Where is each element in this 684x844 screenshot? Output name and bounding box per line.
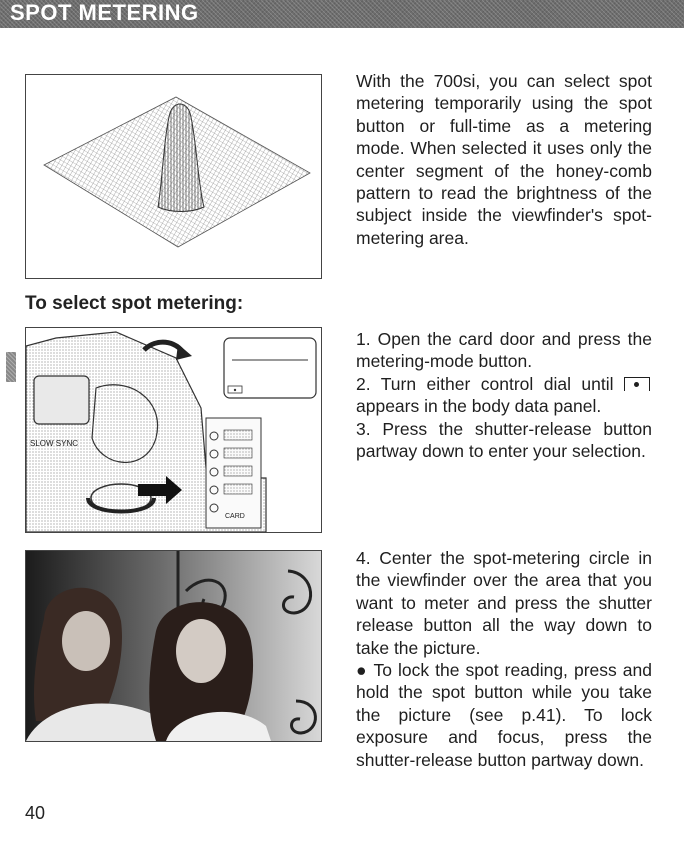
step-3: 3. Press the shutter-release button partway down to enter your selection. <box>356 418 652 462</box>
step4-paragraph <box>356 547 652 771</box>
spot-metering-symbol-icon <box>624 377 650 391</box>
spot-lock-note: ● To lock the spot reading, press and hold the spot button while you take the picture (see p.41). To lock exposure and focus, press the shutter-release button partway down. <box>356 660 652 770</box>
steps-paragraph <box>356 328 652 462</box>
header-band <box>0 0 684 28</box>
step-4: 4. Center the spot-metering circle in the viewfinder over the area that you want to meter and press the shutter release button all the way down to take the picture. <box>356 548 652 658</box>
intro-paragraph <box>356 70 652 249</box>
spot-pattern-figure <box>25 74 322 279</box>
woman-left-face <box>62 611 110 671</box>
body-data-panel <box>224 338 316 398</box>
page-title: SPOT METERING <box>10 0 199 25</box>
portrait-photo <box>25 550 322 742</box>
page-number: 40 <box>25 803 46 823</box>
step-2-text-b: appears in the body data panel. <box>356 396 602 417</box>
slow-sync-label: SLOW SYNC <box>30 439 79 448</box>
card-label: CARD <box>225 513 245 520</box>
step-1: 1. Open the card door and press the metering-mode button. <box>356 329 652 372</box>
step-2-text-a: 2. Turn either control dial until <box>356 373 614 394</box>
intro-text: With the 700si, you can select spot metering temporarily using the spot button or full-time as a metering mode. When selected it uses only the center segment of the honey-comb pattern to read the brightness of the subject inside the viewfinder's spot-metering area. <box>356 71 652 248</box>
margin-tab <box>6 352 16 382</box>
camera-body-figure <box>25 327 322 533</box>
step-2 <box>356 373 652 418</box>
lcd-panel <box>34 376 89 424</box>
section-heading: To select spot metering: <box>25 293 244 314</box>
woman-right-face <box>176 619 226 683</box>
